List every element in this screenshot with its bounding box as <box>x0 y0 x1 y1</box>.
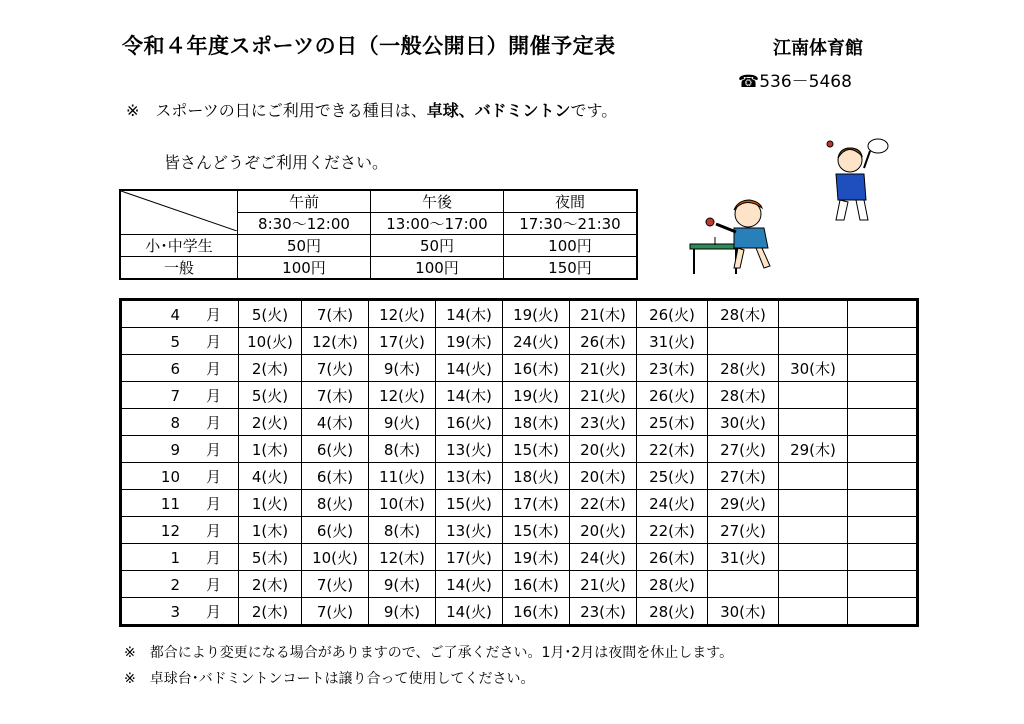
schedule-date-cell: 18(火) <box>503 463 570 490</box>
month-number: 11 <box>160 494 180 513</box>
schedule-date-cell <box>848 409 918 436</box>
schedule-date-cell: 2(木) <box>239 355 302 382</box>
schedule-row <box>121 328 918 355</box>
schedule-date-cell: 16(火) <box>436 409 503 436</box>
month-number: 5 <box>170 332 180 351</box>
month-label <box>121 382 239 409</box>
schedule-date-cell: 2(木) <box>239 571 302 598</box>
schedule-date-cell: 11(火) <box>369 463 436 490</box>
schedule-date-cell: 20(木) <box>570 463 637 490</box>
schedule-date-cell: 17(火) <box>369 328 436 355</box>
schedule-row <box>121 355 918 382</box>
schedule-date-cell: 13(火) <box>436 436 503 463</box>
note-suffix: です。 <box>570 101 618 120</box>
schedule-date-cell: 24(火) <box>637 490 708 517</box>
fee-cell: 150円 <box>504 257 638 280</box>
month-number: 8 <box>170 413 180 432</box>
month-label <box>121 409 239 436</box>
fee-row-label: 一般 <box>120 257 238 280</box>
schedule-date-cell: 2(木) <box>239 598 302 626</box>
schedule-date-cell: 29(火) <box>708 490 779 517</box>
month-suffix: 月 <box>206 467 222 486</box>
schedule-date-cell: 6(火) <box>302 436 369 463</box>
schedule-date-cell: 27(木) <box>708 463 779 490</box>
schedule-date-cell <box>848 355 918 382</box>
footnote-sharing-notice: ※ 卓球台･バドミントンコートは譲り合って使用してください。 <box>124 671 535 687</box>
schedule-date-cell <box>848 517 918 544</box>
schedule-date-cell: 19(木) <box>436 328 503 355</box>
fee-cell: 100円 <box>238 257 371 280</box>
schedule-date-cell: 25(木) <box>637 409 708 436</box>
schedule-date-cell: 31(火) <box>708 544 779 571</box>
schedule-date-cell: 26(火) <box>637 300 708 328</box>
footnote-change-notice: ※ 都合により変更になる場合がありますので、ご了承ください。1月･2月は夜間を休止します。 <box>124 645 734 661</box>
schedule-date-cell: 27(火) <box>708 517 779 544</box>
schedule-date-cell: 16(木) <box>503 355 570 382</box>
schedule-date-cell: 26(火) <box>637 382 708 409</box>
schedule-date-cell <box>779 544 848 571</box>
schedule-date-cell: 14(火) <box>436 598 503 626</box>
schedule-date-cell: 25(火) <box>637 463 708 490</box>
month-label <box>121 571 239 598</box>
schedule-date-cell: 26(木) <box>570 328 637 355</box>
schedule-date-cell <box>848 544 918 571</box>
schedule-date-cell: 21(火) <box>570 571 637 598</box>
schedule-date-cell <box>779 463 848 490</box>
fee-cell: 50円 <box>238 235 371 257</box>
month-suffix: 月 <box>206 359 222 378</box>
schedule-row <box>121 598 918 626</box>
schedule-date-cell: 6(火) <box>302 517 369 544</box>
schedule-date-cell <box>848 490 918 517</box>
schedule-row <box>121 409 918 436</box>
schedule-date-cell: 29(木) <box>779 436 848 463</box>
fee-cell: 50円 <box>371 235 504 257</box>
schedule-date-cell: 5(木) <box>239 544 302 571</box>
schedule-row <box>121 382 918 409</box>
schedule-date-cell: 22(木) <box>637 436 708 463</box>
schedule-date-cell: 9(木) <box>369 571 436 598</box>
month-label <box>121 490 239 517</box>
period-name-morning: 午前 <box>238 190 371 213</box>
month-label <box>121 463 239 490</box>
schedule-date-cell: 22(木) <box>637 517 708 544</box>
schedule-date-cell: 14(木) <box>436 382 503 409</box>
schedule-date-cell <box>779 598 848 626</box>
month-label <box>121 328 239 355</box>
schedule-row <box>121 490 918 517</box>
schedule-date-cell <box>779 409 848 436</box>
schedule-date-cell <box>779 382 848 409</box>
schedule-date-cell: 7(火) <box>302 598 369 626</box>
schedule-date-cell <box>848 300 918 328</box>
schedule-date-cell <box>848 382 918 409</box>
schedule-date-cell: 21(木) <box>570 300 637 328</box>
fee-row-label: 小･中学生 <box>120 235 238 257</box>
schedule-date-cell: 19(火) <box>503 300 570 328</box>
month-number: 7 <box>170 386 180 405</box>
schedule-date-cell: 1(木) <box>239 517 302 544</box>
schedule-date-cell: 4(火) <box>239 463 302 490</box>
schedule-date-cell: 12(木) <box>302 328 369 355</box>
schedule-date-cell: 7(火) <box>302 355 369 382</box>
month-suffix: 月 <box>206 602 222 621</box>
diagonal-line-icon <box>121 191 237 231</box>
schedule-date-cell <box>779 571 848 598</box>
month-suffix: 月 <box>206 575 222 594</box>
available-sports-note <box>126 98 617 121</box>
schedule-date-cell <box>848 463 918 490</box>
schedule-date-cell <box>848 598 918 626</box>
period-name-evening: 夜間 <box>504 190 638 213</box>
month-number: 10 <box>160 467 180 486</box>
page-title: 令和４年度スポーツの日（一般公開日）開催予定表 <box>122 34 616 58</box>
schedule-date-cell: 28(火) <box>708 355 779 382</box>
schedule-date-cell: 7(木) <box>302 300 369 328</box>
schedule-date-cell: 9(火) <box>369 409 436 436</box>
phone-number <box>738 67 852 92</box>
note-prefix: ※ スポーツの日にご利用できる種目は、 <box>126 101 427 120</box>
schedule-date-cell: 16(木) <box>503 571 570 598</box>
schedule-date-cell: 28(木) <box>708 382 779 409</box>
month-suffix: 月 <box>206 521 222 540</box>
period-time-morning: 8:30～12:00 <box>238 213 371 235</box>
schedule-date-cell: 19(木) <box>503 544 570 571</box>
month-number: 9 <box>170 440 180 459</box>
schedule-date-cell <box>708 571 779 598</box>
fee-table <box>119 189 638 280</box>
schedule-date-cell: 28(木) <box>708 300 779 328</box>
schedule-date-cell: 12(木) <box>369 544 436 571</box>
schedule-date-cell: 10(火) <box>302 544 369 571</box>
month-suffix: 月 <box>206 386 222 405</box>
schedule-date-cell: 23(木) <box>570 598 637 626</box>
fee-cell: 100円 <box>371 257 504 280</box>
schedule-row <box>121 544 918 571</box>
schedule-date-cell: 20(火) <box>570 517 637 544</box>
schedule-date-cell <box>848 436 918 463</box>
schedule-date-cell: 9(木) <box>369 355 436 382</box>
schedule-date-cell <box>708 328 779 355</box>
fee-row <box>120 235 637 257</box>
schedule-date-cell: 8(木) <box>369 436 436 463</box>
schedule-date-cell: 13(木) <box>436 463 503 490</box>
schedule-date-cell: 10(木) <box>369 490 436 517</box>
schedule-date-cell: 28(火) <box>637 598 708 626</box>
schedule-date-cell: 5(火) <box>239 300 302 328</box>
schedule-date-cell <box>779 300 848 328</box>
period-time-afternoon: 13:00～17:00 <box>371 213 504 235</box>
schedule-date-cell: 24(火) <box>503 328 570 355</box>
month-number: 3 <box>170 602 180 621</box>
facility-name: 江南体育館 <box>773 38 863 59</box>
schedule-date-cell: 23(火) <box>570 409 637 436</box>
month-label <box>121 300 239 328</box>
schedule-date-cell: 1(火) <box>239 490 302 517</box>
schedule-date-cell: 15(木) <box>503 517 570 544</box>
schedule-date-cell: 5(火) <box>239 382 302 409</box>
schedule-row <box>121 571 918 598</box>
schedule-date-cell: 30(木) <box>779 355 848 382</box>
schedule-date-cell <box>779 517 848 544</box>
schedule-date-cell <box>848 571 918 598</box>
fee-row <box>120 257 637 280</box>
schedule-date-cell: 14(木) <box>436 300 503 328</box>
month-number: 6 <box>170 359 180 378</box>
schedule-date-cell: 7(木) <box>302 382 369 409</box>
schedule-date-cell: 9(木) <box>369 598 436 626</box>
schedule-date-cell: 19(火) <box>503 382 570 409</box>
schedule-date-cell: 12(火) <box>369 300 436 328</box>
badminton-player-illustration <box>820 128 900 228</box>
schedule-date-cell: 30(木) <box>708 598 779 626</box>
month-suffix: 月 <box>206 332 222 351</box>
fee-cell: 100円 <box>504 235 638 257</box>
month-suffix: 月 <box>206 440 222 459</box>
phone-icon: ☎ <box>738 72 760 92</box>
schedule-date-cell: 8(火) <box>302 490 369 517</box>
period-time-evening: 17:30～21:30 <box>504 213 638 235</box>
month-label <box>121 355 239 382</box>
schedule-date-cell: 18(木) <box>503 409 570 436</box>
schedule-date-cell <box>848 328 918 355</box>
schedule-row <box>121 517 918 544</box>
month-label <box>121 598 239 626</box>
schedule-date-cell: 4(木) <box>302 409 369 436</box>
schedule-date-cell: 12(火) <box>369 382 436 409</box>
schedule-date-cell: 7(火) <box>302 571 369 598</box>
schedule-row <box>121 463 918 490</box>
fee-table-corner <box>120 190 238 235</box>
schedule-date-cell: 14(火) <box>436 571 503 598</box>
month-suffix: 月 <box>206 305 222 324</box>
month-suffix: 月 <box>206 494 222 513</box>
month-number: 4 <box>170 305 180 324</box>
phone-number-text: 536－5468 <box>759 72 852 92</box>
month-suffix: 月 <box>206 548 222 567</box>
schedule-date-cell: 26(木) <box>637 544 708 571</box>
schedule-date-cell: 20(火) <box>570 436 637 463</box>
schedule-date-cell: 31(火) <box>637 328 708 355</box>
schedule-date-cell: 15(木) <box>503 436 570 463</box>
schedule-date-cell: 15(火) <box>436 490 503 517</box>
schedule-date-cell: 14(火) <box>436 355 503 382</box>
schedule-date-cell: 21(火) <box>570 382 637 409</box>
schedule-date-cell: 27(火) <box>708 436 779 463</box>
schedule-date-cell: 30(火) <box>708 409 779 436</box>
schedule-date-cell <box>779 328 848 355</box>
schedule-date-cell: 17(木) <box>503 490 570 517</box>
welcome-note: 皆さんどうぞご利用ください。 <box>164 153 389 172</box>
schedule-date-cell: 2(火) <box>239 409 302 436</box>
schedule-date-cell: 13(火) <box>436 517 503 544</box>
month-number: 2 <box>170 575 180 594</box>
month-suffix: 月 <box>206 413 222 432</box>
month-label <box>121 436 239 463</box>
schedule-date-cell: 22(木) <box>570 490 637 517</box>
table-tennis-player-illustration <box>688 192 788 282</box>
schedule-date-cell: 6(木) <box>302 463 369 490</box>
schedule-date-cell: 28(火) <box>637 571 708 598</box>
schedule-row <box>121 436 918 463</box>
schedule-date-cell <box>779 490 848 517</box>
schedule-date-cell: 21(火) <box>570 355 637 382</box>
schedule-table <box>119 298 919 627</box>
month-label <box>121 544 239 571</box>
month-number: 12 <box>160 521 180 540</box>
schedule-date-cell: 10(火) <box>239 328 302 355</box>
schedule-date-cell: 16(木) <box>503 598 570 626</box>
schedule-date-cell: 8(木) <box>369 517 436 544</box>
schedule-date-cell: 1(木) <box>239 436 302 463</box>
period-name-afternoon: 午後 <box>371 190 504 213</box>
schedule-date-cell: 24(火) <box>570 544 637 571</box>
schedule-date-cell: 23(木) <box>637 355 708 382</box>
note-sports: 卓球、バドミントン <box>426 101 571 120</box>
month-label <box>121 517 239 544</box>
month-number: 1 <box>170 548 180 567</box>
schedule-date-cell: 17(火) <box>436 544 503 571</box>
schedule-row <box>121 300 918 328</box>
